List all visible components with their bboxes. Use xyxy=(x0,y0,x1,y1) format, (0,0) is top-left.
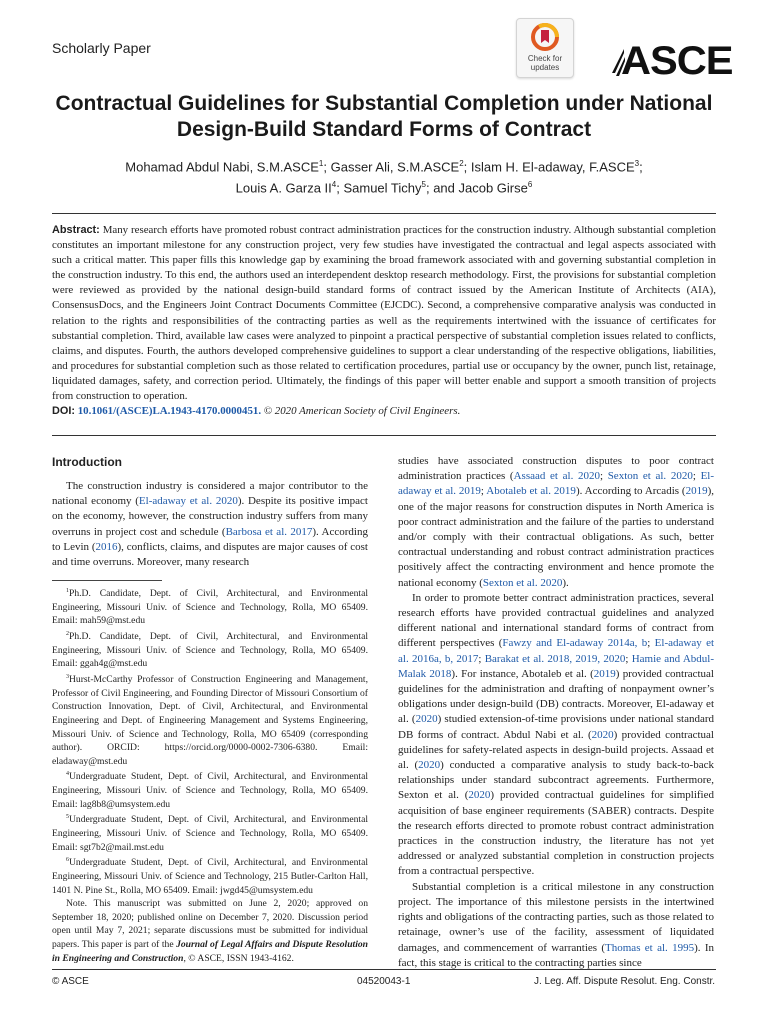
intro-paragraph xyxy=(52,479,368,570)
author-affiliation-marker: 3 xyxy=(634,159,640,168)
author-affiliation-marker: 6 xyxy=(527,180,533,190)
intro-column-left xyxy=(52,479,368,570)
bookmark-ring-icon xyxy=(531,23,559,51)
paragraph-text: ; xyxy=(599,470,608,483)
paragraph-text: ). According to Levin ( xyxy=(52,525,368,553)
footnotes xyxy=(52,585,368,965)
paragraph-text: ). For instance, Abotaleb et al. ( xyxy=(451,667,594,680)
note-end: , © ASCE, ISSN 1943-4162. xyxy=(183,952,294,964)
citation-link[interactable]: 2019 xyxy=(685,485,708,498)
footnote-item xyxy=(52,671,368,768)
footnote-text: Ph.D. Candidate, Dept. of Civil, Architectural, and Environmental Engineering, Missouri Univ. of Science and Technology, Rolla, MO 65409. Email: ggah4g@mst.edu xyxy=(52,631,368,670)
abstract-text: Many research efforts have promoted robust contract administration practices for the construction industry. Although substantial completion constitutes an important milestone for any construction project, very few studies have investigated the contractual and legal aspects associated with such a critical matter. This paper fills this knowledge gap by examining the broad framework associated with and governing substantial completion in the construction industry. To this end, the authors used an interdependent desktop research methodology. First, the provisions for substantial completion were reviewed as provided by the national design-build standard forms of contract issued by the American Institute of Architects (AIA), ConsensusDocs, and the Engineers Joint Contract Documents Committee (EJCDC). Second, a comprehensive comparative analysis was conducted in relation to the rights and responsibilities of the contracting parties as well as the requirements intertwined with the issuance of certificates for substantial completion. Third, available law cases were analyzed to pinpoint a practical perspective of substantial completion issues related to conflicts, claims, and disputes. Fourth, the authors developed comprehensive guidelines to support a clear understanding of the respective obligations, liabilities, and procedures for substantial completion such as those related to certification procedures, partial use or occupancy by the owner, punch list, retainage, liquidated damages, safety, and correction period. Ultimately, the findings of this paper will better enable and support a smooth transition of projects from construction to operation. xyxy=(52,224,716,403)
paragraph-text: ; xyxy=(647,637,655,650)
citation-link[interactable]: El-adaway et al. 2019 xyxy=(398,470,715,498)
paragraph-text: ), conflicts, claims, and disputes are major causes of cost and time overruns. Moreover, many research xyxy=(52,540,368,569)
abstract-top-rule xyxy=(52,213,716,214)
body-paragraph xyxy=(398,880,714,971)
body-paragraph xyxy=(398,591,714,880)
paper-title: Contractual Guidelines for Substantial Completion under National Design-Build Standard Forms of Contract xyxy=(55,92,713,141)
footer-article-number: 04520043-1 xyxy=(357,976,411,987)
section-label: Scholarly Paper xyxy=(52,40,151,56)
citation-link[interactable]: El-adaway et al. 2016a, b, 2017 xyxy=(398,637,715,665)
footnote-item xyxy=(52,628,368,671)
author-name: Mohamad Abdul Nabi, S.M.ASCE xyxy=(125,159,319,175)
abstract-bottom-rule xyxy=(52,435,716,436)
paragraph-text: ). xyxy=(562,576,569,589)
footnote-rule xyxy=(52,580,162,581)
footnote-marker: 5 xyxy=(66,814,69,821)
footnote-marker: 1 xyxy=(66,588,69,594)
paragraph-text: ). Despite its positive impact on the economy, however, the construction industry suffers from many overruns in project cost and schedule ( xyxy=(52,495,368,538)
copyright-line: © 2020 American Society of Civil Engineers. xyxy=(263,405,461,418)
author-name: Jacob Girse xyxy=(458,180,528,196)
paragraph-text: ) provided contractual guidelines for the administration and drafting of nonpayment owner’s obligations under design-build (DB) contracts. Moreover, El-adaway et al. ( xyxy=(398,667,714,726)
citation-link[interactable]: 2019 xyxy=(593,667,616,680)
footnote-marker: 4 xyxy=(66,771,69,778)
citation-link[interactable]: El-adaway et al. 2020 xyxy=(138,495,238,508)
citation-link[interactable]: Sexton et al. 2020 xyxy=(482,576,563,589)
badge-line-1: Check for xyxy=(527,54,563,63)
citation-link[interactable]: 2020 xyxy=(415,713,438,726)
doi-link[interactable]: 10.1061/(ASCE)LA.1943-4170.0000451. xyxy=(77,405,262,418)
citation-link[interactable]: Hamie and Abdul-Malak 2018 xyxy=(398,652,714,680)
footnote-text: Hurst-McCarthy Professor of Construction Engineering and Management, Professor of Civil Engineering, and Founding Director of Missouri Consortium of Construction Innovation, Dept. of Civil, Architectural, and Environmental Engineering and Dept. of Engineering Management and Systems Engineering, Missouri Univ. of Science and Technology, Rolla, MO 65409 (corresponding author). ORCID: https://orcid.org/0000-0002-7306-6380. Email: eladaway@mst.edu xyxy=(52,674,368,767)
author-affiliation-marker: 5 xyxy=(421,180,426,190)
author-affiliation-marker: 4 xyxy=(331,180,337,190)
paragraph-text: ) studied extension-of-time provisions under national standard DB forms of contract. Abdul Nabi et al. ( xyxy=(398,713,714,741)
footnote-marker: 3 xyxy=(66,673,69,680)
paragraph-text: ). In fact, this stage is critical to the contracting parties since xyxy=(398,941,714,969)
note-text: Note. This manuscript was submitted on June 2, 2020; approved on September 18, 2020; published online on December 7, 2020. Discussion period open until May 7, 2021; separate discussions must be submitted for individual papers. This paper is part of the xyxy=(52,898,368,950)
author-affiliation-marker: 2 xyxy=(459,159,464,168)
citation-link[interactable]: Barakat et al. 2018, 2019, 2020 xyxy=(484,652,626,665)
footnote-item xyxy=(52,768,368,811)
footnote-text: Ph.D. Candidate, Dept. of Civil, Architectural, and Environmental Engineering, Missouri Univ. of Science and Technology, Rolla, MO 65409. Email: mah59@mst.edu xyxy=(52,588,368,627)
body-paragraph xyxy=(398,454,714,591)
citation-link[interactable]: 2020 xyxy=(468,789,491,802)
citation-link[interactable]: Abotaleb et al. 2019 xyxy=(486,485,576,498)
footer-rule xyxy=(52,969,716,970)
footnote-marker: 6 xyxy=(66,857,69,864)
paragraph-text: ; xyxy=(692,470,701,483)
paragraph-text: ), one of the major reasons for construction disputes in North America is poor contract administration and the failure of the parties to understand and/or comply with their contractual obligations. As such, better contractual understanding and robust contract administration practices positively affect the contracting environment and hence promote the national economy ( xyxy=(398,485,715,589)
citation-link[interactable]: Thomas et al. 1995 xyxy=(605,941,695,954)
submission-note xyxy=(52,897,368,965)
footnote-item xyxy=(52,585,368,628)
author-name: Samuel Tichy xyxy=(343,180,422,196)
author-affiliation-marker: 1 xyxy=(318,159,324,168)
citation-link[interactable]: Sexton et al. 2020 xyxy=(607,470,693,483)
citation-link[interactable]: Fawzy and El-adaway 2014a, b xyxy=(502,637,648,650)
paragraph-text: studies have associated construction disputes to poor contract administration practices ( xyxy=(398,455,714,483)
doi-label: DOI: xyxy=(52,405,75,418)
paragraph-text: ; xyxy=(478,652,485,665)
paragraph-text: ). According to Arcadis ( xyxy=(575,485,686,498)
badge-line-2: updates xyxy=(530,63,560,72)
author-name: Gasser Ali, S.M.ASCE xyxy=(330,159,460,175)
asce-logo xyxy=(612,39,733,83)
citation-link[interactable]: Barbosa et al. 2017 xyxy=(225,525,313,538)
paragraph-text: ) provided contractual guidelines for simplified acquisition of base engineer requirements (SABER) contracts. Despite the research efforts directed to promote robust contract administration practices in the construction industry, the literature has not yet addressed or analyzed substantial completion in construction projects from a contractual perspective. xyxy=(398,789,714,878)
check-for-updates-badge[interactable] xyxy=(516,18,574,78)
abstract-label: Abstract: xyxy=(52,224,100,236)
footnote-marker: 2 xyxy=(66,630,69,637)
paragraph-text: ) conducted a comparative analysis to study back-to-back relationships under standard subcontract agreements. Furthermore, Sexton et al. ( xyxy=(398,759,714,802)
footnote-item xyxy=(52,854,368,897)
abstract xyxy=(52,223,716,419)
footnote-text: Undergraduate Student, Dept. of Civil, Architectural, and Environmental Engineering, Missouri Univ. of Science and Technology, Rolla, MO 65409. Email: lag8b8@umsystem.edu xyxy=(52,771,368,810)
citation-link[interactable]: 2016 xyxy=(95,540,118,553)
paragraph-text: In order to promote better contract administration practices, several research efforts have provided contractual guidelines and analyzed different national and international standard forms of contract from different perspectives ( xyxy=(398,591,714,650)
intro-column-right xyxy=(398,454,714,971)
author-name: Islam H. El-adaway, F.ASCE xyxy=(470,159,635,175)
paragraph-text: The construction industry is considered a major contributor to the national economy ( xyxy=(52,480,368,508)
footer-journal: J. Leg. Aff. Dispute Resolut. Eng. Constr. xyxy=(534,976,716,987)
footnote-item xyxy=(52,811,368,854)
author-list: Mohamad Abdul Nabi, S.M.ASCE$^1$; Gasser Ali, S.M.ASCE$^2$; Islam H. El-adaway, F.ASCE$^3$; Louis A. Garza $II^4$; Samuel Tichy$^5$; and Jacob Girse$^6$ xyxy=(125,159,643,196)
citation-link[interactable]: 2020 xyxy=(591,728,614,741)
footnote-text: Undergraduate Student, Dept. of Civil, Architectural, and Environmental Engineering, Missouri Univ. of Science and Technology, Rolla, MO 65409. Email: sgt7b2@mail.mst.edu xyxy=(52,814,368,853)
logo-text: ASCE xyxy=(621,39,733,83)
paragraph-text: Substantial completion is a critical milestone in any construction project. The importance of this milestone persists in the intertwined rights and obligations of the contracting parties, such as those related to retainage, owner’s use of the facility, assessment of liquidated damages, and commencement of warranties ( xyxy=(398,880,714,954)
author-name: Louis A. Garza II xyxy=(235,180,332,196)
paragraph-text: ; xyxy=(625,652,632,665)
journal-name: Journal of Legal Affairs and Dispute Resolution in Engineering and Construction xyxy=(52,938,368,964)
footer-copyright: © ASCE xyxy=(52,976,89,987)
footnote-text: Undergraduate Student, Dept. of Civil, Architectural, and Environmental Engineering, Missouri Univ. of Science and Technology, 215 Butler-Carlton Hall, 1401 N. Pine St., Rolla, MO 65409. Email: jwgd45@umsystem.edu xyxy=(52,857,368,896)
introduction-heading: Introduction xyxy=(52,455,122,469)
paragraph-text: ) provided contractual guidelines for safety-related aspects in design-build projects. Assaad et al. ( xyxy=(398,728,714,772)
citation-link[interactable]: 2020 xyxy=(418,759,441,772)
paragraph-text: ; xyxy=(480,485,487,498)
citation-link[interactable]: Assaad et al. 2020 xyxy=(513,470,600,483)
